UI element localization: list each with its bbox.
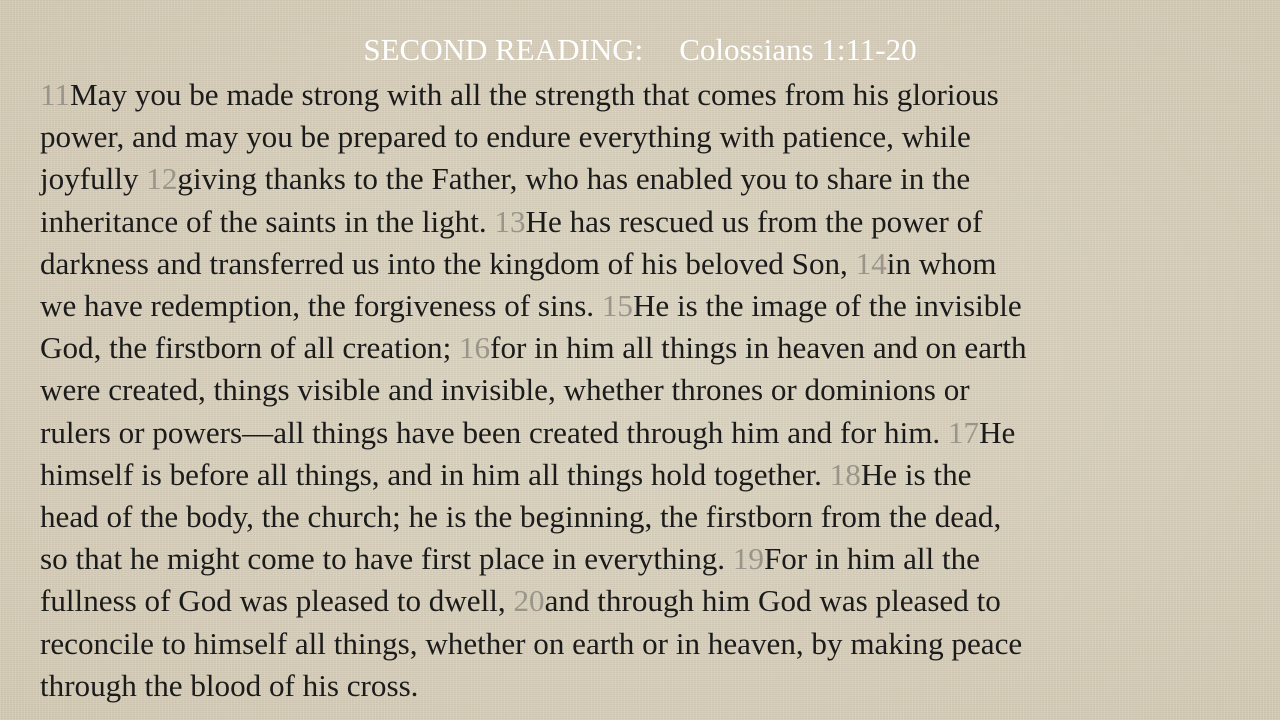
reading-line (40, 580, 1255, 622)
verse-text: and through him God was pleased to (544, 583, 1001, 619)
verse-number: 12 (146, 161, 178, 197)
verse-number: 16 (459, 330, 491, 366)
reading-line (40, 327, 1255, 369)
verse-text: for in him all things in heaven and on earth (490, 330, 1027, 366)
reading-line (40, 285, 1255, 327)
verse-text: God, the firstborn of all creation; (40, 330, 459, 366)
verse-text: For in him all the (763, 541, 980, 577)
reading-line (40, 158, 1255, 200)
reading-line (40, 623, 1255, 665)
reading-line (40, 412, 1255, 454)
reading-line (40, 369, 1255, 411)
verse-number: 17 (947, 414, 980, 450)
verse-text: joyfully (40, 161, 147, 197)
reading-line (40, 538, 1255, 580)
verse-text: giving thanks to the Father, who has enabled you to share in the (177, 161, 971, 197)
verse-text: himself is before all things, and in him all things hold together. (40, 456, 830, 492)
reading-line (40, 74, 1255, 116)
slide-title (0, 30, 1280, 70)
reading-text (40, 74, 1255, 707)
reading-line (40, 201, 1255, 243)
verse-text: rulers or powers—all things have been created through him and for him. (40, 414, 948, 450)
reading-line (40, 665, 1255, 707)
verse-text: we have redemption, the forgiveness of sins. (40, 288, 602, 324)
verse-text: He (979, 414, 1016, 450)
verse-number: 20 (513, 583, 545, 619)
verse-number: 13 (494, 203, 526, 239)
verse-text: power, and may you be prepared to endure everything with patience, while (40, 119, 971, 155)
verse-number: 14 (855, 245, 887, 281)
verse-text: He has rescued us from the power of (525, 203, 983, 239)
reading-line (40, 243, 1255, 285)
verse-text: in whom (886, 245, 997, 281)
verse-text: were created, things visible and invisible, whether thrones or dominions or (40, 372, 970, 408)
verse-number: 15 (601, 288, 633, 324)
verse-text: inheritance of the saints in the light. (40, 203, 495, 239)
verse-text: He is the image of the invisible (632, 288, 1022, 324)
verse-text: fullness of God was pleased to dwell, (40, 583, 514, 619)
scripture-reference: Colossians 1:11-20 (679, 32, 917, 67)
verse-text: May you be made strong with all the strength that comes from his glorious (69, 77, 999, 112)
verse-text: so that he might come to have first place in everything. (40, 541, 733, 577)
verse-number: 18 (829, 456, 861, 492)
reading-line (40, 116, 1255, 158)
reading-line (40, 496, 1255, 538)
verse-text: darkness and transferred us into the kingdom of his beloved Son, (40, 245, 856, 281)
verse-text: through the blood of his cross. (40, 667, 419, 703)
verse-number: 19 (732, 541, 764, 577)
verse-text: He is the (860, 456, 972, 492)
verse-text: head of the body, the church; he is the beginning, the firstborn from the dead, (40, 499, 1002, 535)
reading-label: SECOND READING: (363, 32, 644, 67)
reading-line (40, 454, 1255, 496)
verse-text: reconcile to himself all things, whether on earth or in heaven, by making peace (40, 625, 1023, 661)
verse-number: 11 (40, 77, 70, 112)
